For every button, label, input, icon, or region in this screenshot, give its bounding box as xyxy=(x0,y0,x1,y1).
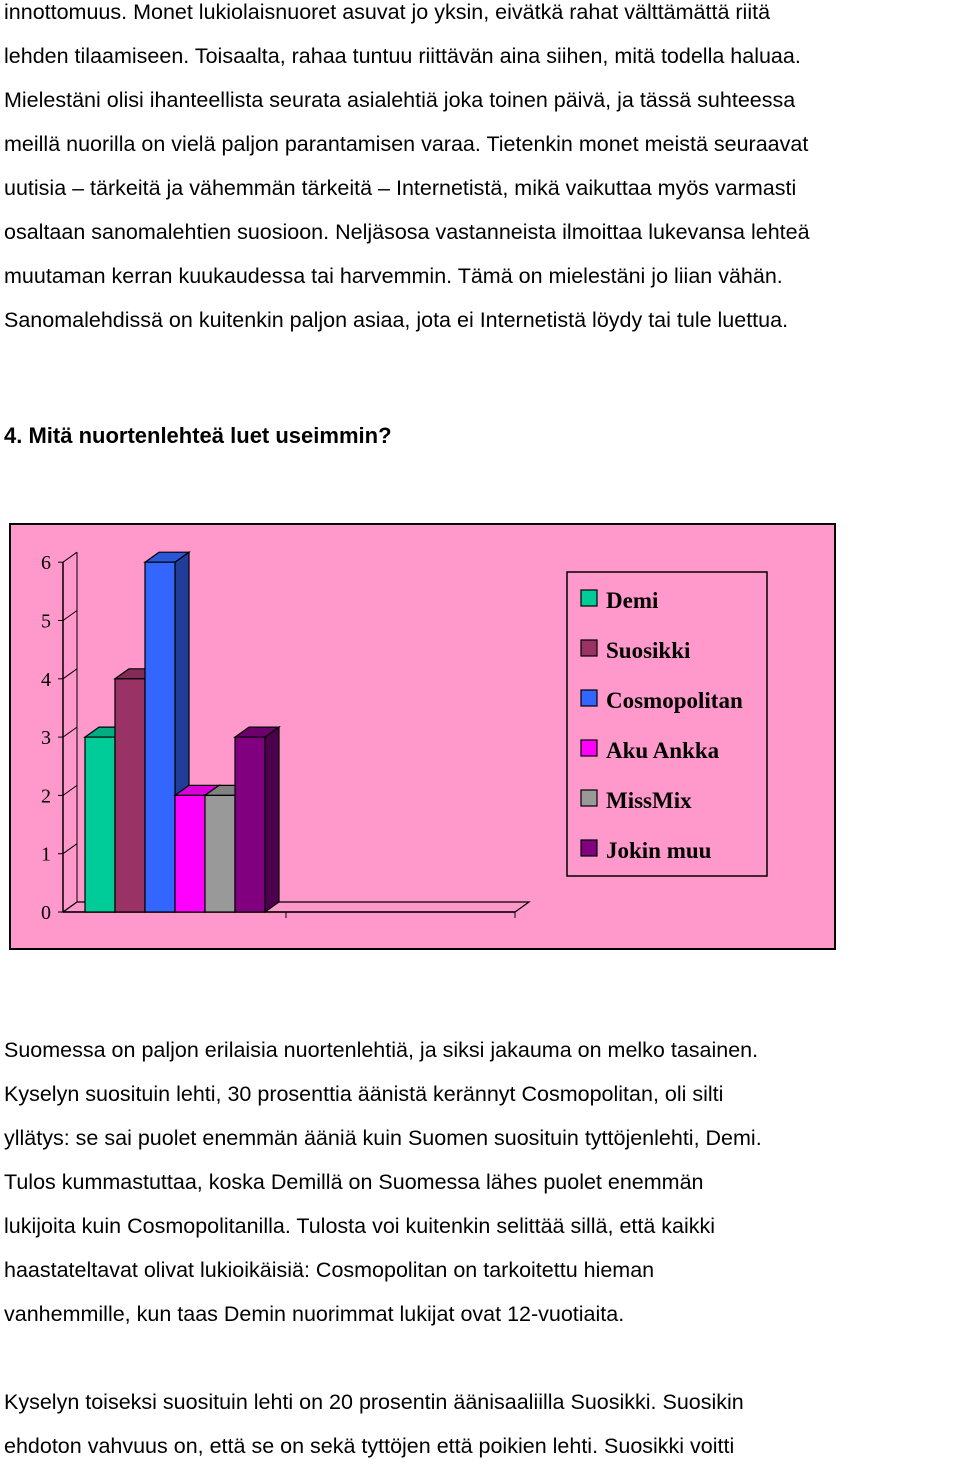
analysis-paragraph xyxy=(4,1028,960,1336)
legend-label: Suosikki xyxy=(606,638,691,663)
text-line: Suomessa on paljon erilaisia nuortenlehtiä, ja siksi jakauma on melko tasainen. xyxy=(4,1038,759,1062)
followup-paragraph xyxy=(4,1380,960,1468)
intro-paragraph xyxy=(4,0,960,342)
legend-swatch xyxy=(581,790,597,806)
text-line: Sanomalehdissä on kuitenkin paljon asiaa, jota ei Internetistä löydy tai tule luettua. xyxy=(4,308,789,332)
y-tick-label: 0 xyxy=(41,902,51,924)
text-line: innottomuus. Monet lukiolaisnuoret asuvat jo yksin, eivätkä rahat välttämättä riitä xyxy=(4,0,771,24)
legend-swatch xyxy=(581,590,597,606)
text-line: uutisia – tärkeitä ja vähemmän tärkeitä – Internetistä, mikä vaikuttaa myös varmasti xyxy=(4,176,797,200)
legend xyxy=(567,572,767,876)
y-tick-label: 4 xyxy=(41,668,51,691)
y-tick-label: 5 xyxy=(41,610,51,633)
legend-swatch xyxy=(581,690,597,706)
text-line: lehden tilaamiseen. Toisaalta, rahaa tuntuu riittävän aina siihen, mitä todella haluaa. xyxy=(4,44,801,68)
text-line: Kyselyn suosituin lehti, 30 prosenttia äänistä kerännyt Cosmopolitan, oli silti xyxy=(4,1082,724,1106)
text-line: yllätys: se sai puolet enemmän ääniä kuin Suomen suosituin tyttöjenlehti, Demi. xyxy=(4,1126,762,1150)
legend-label: MissMix xyxy=(606,788,692,813)
text-line: ehdoton vahvuus on, että se on sekä tyttöjen että poikien lehti. Suosikki voitti xyxy=(4,1434,735,1458)
legend-label: Cosmopolitan xyxy=(606,688,743,713)
y-tick-label: 1 xyxy=(41,843,51,866)
bar-front-face xyxy=(175,795,205,912)
legend-swatch xyxy=(581,740,597,756)
bar-chart xyxy=(0,520,960,960)
y-tick-label: 6 xyxy=(41,552,51,575)
question-heading: 4. Mitä nuortenlehteä luet useimmin? xyxy=(4,423,392,448)
bar-front-face xyxy=(115,679,145,912)
legend-swatch xyxy=(581,640,597,656)
text-line: lukijoita kuin Cosmopolitanilla. Tulosta voi kuitenkin selittää sillä, että kaikki xyxy=(4,1214,716,1238)
chart-container xyxy=(0,520,960,960)
text-line: Tulos kummastuttaa, koska Demillä on Suomessa lähes puolet enemmän xyxy=(4,1170,704,1194)
bar-front-face xyxy=(235,737,265,912)
bar-front-face xyxy=(145,562,175,912)
text-line: meillä nuorilla on vielä paljon parantamisen varaa. Tietenkin monet meistä seuraavat xyxy=(4,132,809,156)
text-line: muutaman kerran kuukaudessa tai harvemmin. Tämä on mielestäni jo liian vähän. xyxy=(4,264,783,288)
bar-front-face xyxy=(85,737,115,912)
legend-label: Jokin muu xyxy=(606,838,712,863)
legend-box xyxy=(567,572,767,876)
text-line: osaltaan sanomalehtien suosioon. Neljäsosa vastanneista ilmoittaa lukevansa lehteä xyxy=(4,220,810,244)
y-tick-label: 3 xyxy=(41,727,51,750)
legend-swatch xyxy=(581,840,597,856)
legend-label: Demi xyxy=(606,588,659,613)
bar-side-face xyxy=(265,727,279,912)
y-tick-label: 2 xyxy=(41,785,51,808)
bar-jokin-muu xyxy=(235,727,279,912)
text-line: vanhemmille, kun taas Demin nuorimmat lukijat ovat 12-vuotiaita. xyxy=(4,1302,625,1326)
text-line: Mielestäni olisi ihanteellista seurata asialehtiä joka toinen päivä, ja tässä suhteessa xyxy=(4,88,796,112)
legend-label: Aku Ankka xyxy=(606,738,720,763)
text-line: Kyselyn toiseksi suosituin lehti on 20 prosentin äänisaaliilla Suosikki. Suosikin xyxy=(4,1390,744,1414)
text-line: haastateltavat olivat lukioikäisiä: Cosmopolitan on tarkoitettu hieman xyxy=(4,1258,655,1282)
bar-front-face xyxy=(205,795,235,912)
